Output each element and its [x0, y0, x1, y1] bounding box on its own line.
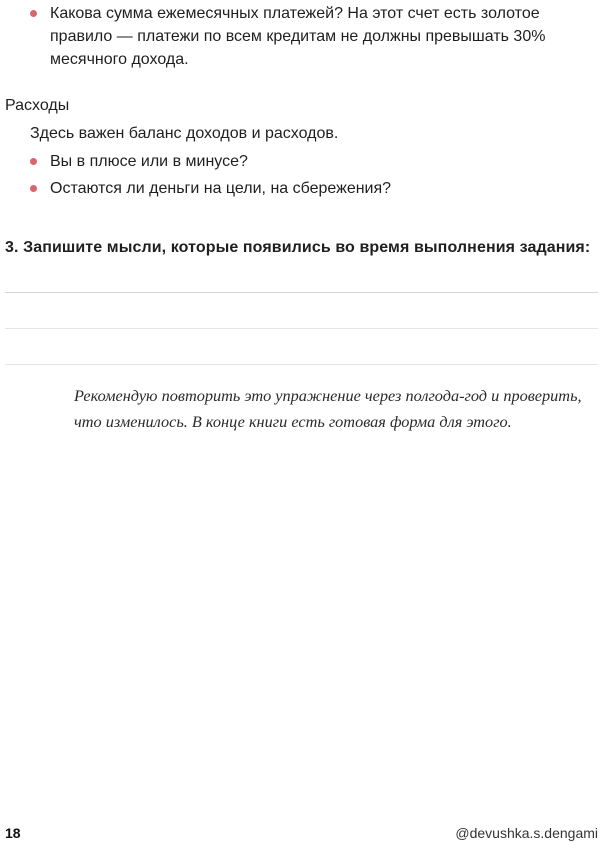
task-heading: 3. Запишите мысли, которые появились во время выполнения задания:: [5, 239, 591, 256]
bullet-dot-icon: [30, 10, 37, 17]
footer-handle: @devushka.s.dengami: [455, 825, 598, 841]
list-item-text: Какова сумма ежемесячных платежей? На этот счет есть золотое правило — платежи по всем кредитам не должны превышать 30% месячного дохода.: [50, 5, 546, 68]
expenses-question-list: [30, 150, 590, 204]
answer-line[interactable]: [5, 364, 598, 365]
credit-question-list: [30, 2, 590, 75]
list-item: [30, 150, 590, 173]
list-item: [30, 2, 590, 71]
bullet-dot-icon: [30, 185, 37, 192]
expenses-heading: Расходы: [5, 97, 70, 114]
bullet-dot-icon: [30, 158, 37, 165]
expenses-intro: Здесь важен баланс доходов и расходов.: [30, 125, 339, 142]
list-item-text: Вы в плюсе или в минусе?: [50, 153, 248, 170]
answer-line[interactable]: [5, 328, 598, 329]
list-item-text: Остаются ли деньги на цели, на сбережения?: [50, 180, 392, 197]
recommendation-note: Рекомендую повторить это упражнение через полгода-год и проверить, что изменилось. В конце книги есть готовая форма для этого.: [74, 386, 582, 431]
page-number: 18: [5, 825, 21, 841]
list-item: [30, 177, 590, 200]
answer-line[interactable]: [5, 292, 598, 293]
